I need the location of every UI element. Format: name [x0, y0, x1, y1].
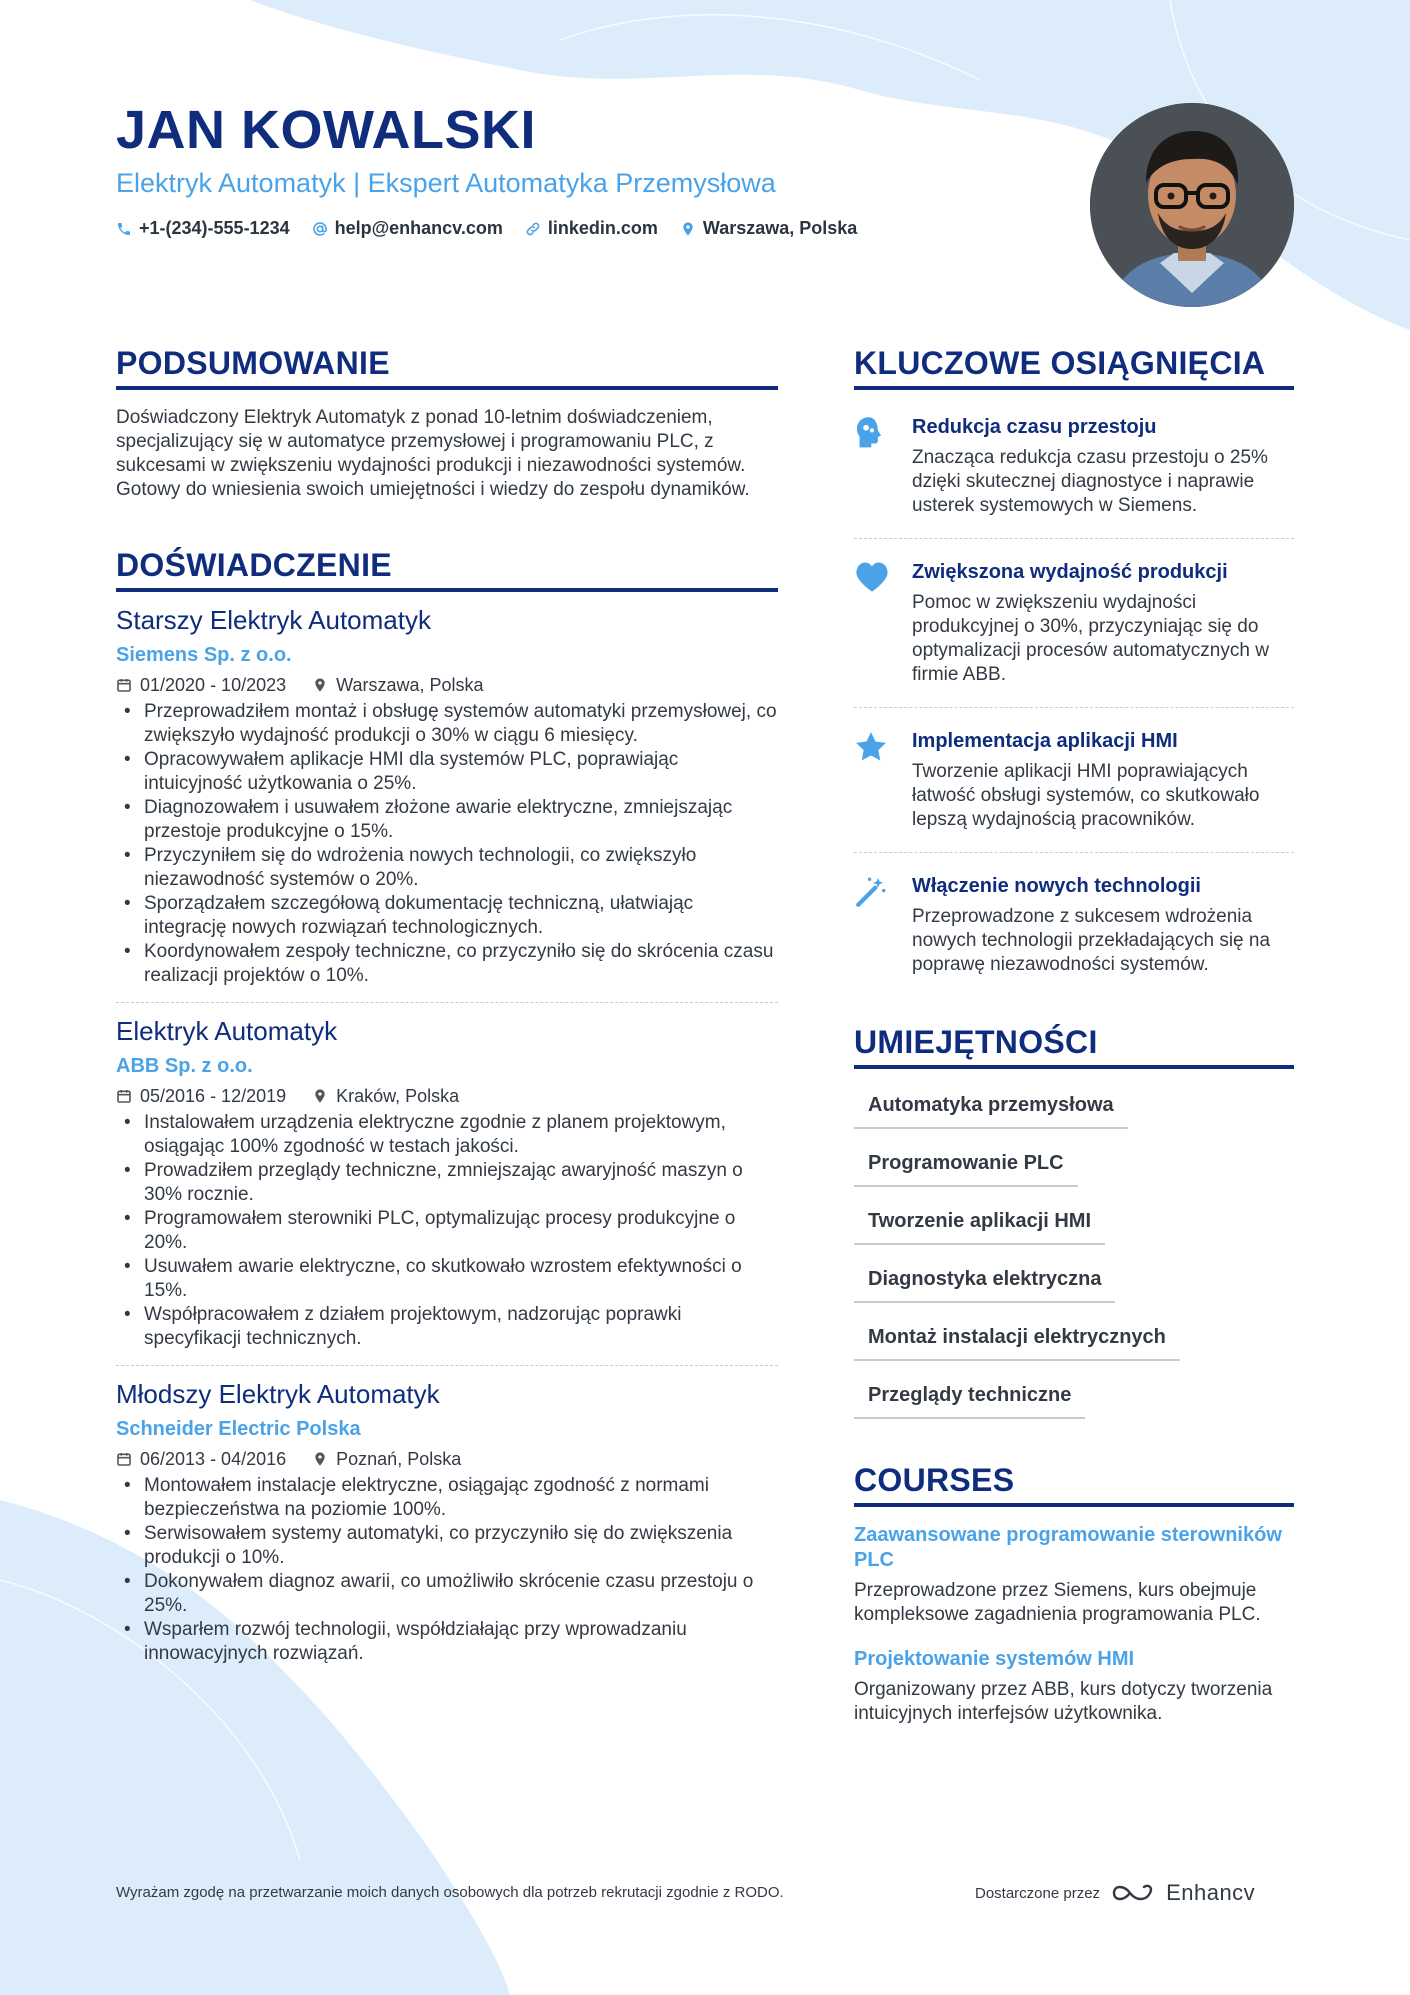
- achievement-title: Zwiększona wydajność produkcji: [912, 561, 1228, 583]
- job-entry: [116, 592, 778, 1003]
- powered-by[interactable]: [975, 1880, 1255, 1906]
- contact-phone[interactable]: [116, 218, 290, 239]
- enhancv-logo-icon: [1110, 1881, 1156, 1905]
- bullet-item: • Współpracowałem z działem projektowym, nadzorując poprawki specyfikacji technicznych.: [116, 1303, 778, 1351]
- job-meta: [116, 1448, 778, 1470]
- skills-title: UMIEJĘTNOŚCI: [854, 1023, 1294, 1069]
- magic-wand-icon: [854, 875, 888, 909]
- job-title: Młodszy Elektryk Automatyk: [116, 1379, 440, 1409]
- job-title: Elektryk Automatyk: [116, 1016, 338, 1046]
- bullet-item: • Przeprowadziłem montaż i obsługę systemów automatyki przemysłowej, co zwiększyło wydajność produkcji o 30% w ciągu 6 miesięcy.: [116, 700, 778, 748]
- bullet-item: • Wsparłem rozwój technologii, współdziałając przy wprowadzaniu innowacyjnych rozwiązań.: [116, 1618, 778, 1666]
- job-meta: [116, 674, 778, 696]
- phone-text: +1-(234)-555-1234: [139, 218, 290, 238]
- experience-title: DOŚWIADCZENIE: [116, 546, 778, 592]
- job-bullets: [116, 1474, 778, 1666]
- job-location: Kraków, Polska: [336, 1086, 460, 1106]
- contact-bar: [116, 218, 857, 239]
- right-column: [854, 344, 1294, 1726]
- job-location: Poznań, Polska: [336, 1449, 462, 1469]
- bullet-item: • Serwisowałem systemy automatyki, co przyczyniło się do zwiększenia produkcji o 10%.: [116, 1522, 778, 1570]
- skill-tag: Tworzenie aplikacji HMI: [854, 1199, 1105, 1245]
- course-item: [854, 1523, 1294, 1627]
- bullet-item: • Diagnozowałem i usuwałem złożone awarie elektryczne, zmniejszając przestoje produkcyjne o 15%.: [116, 796, 778, 844]
- course-title: Zaawansowane programowanie sterowników PLC: [854, 1524, 1282, 1571]
- skill-tag: Przeglądy techniczne: [854, 1373, 1085, 1419]
- linkedin-text: linkedin.com: [547, 218, 658, 238]
- skill-tag: Diagnostyka elektryczna: [854, 1257, 1115, 1303]
- job-title: Starszy Elektryk Automatyk: [116, 605, 431, 635]
- bullet-item: • Programowałem sterowniki PLC, optymalizując procesy produkcyjne o 20%.: [116, 1207, 778, 1255]
- achievement-desc: Tworzenie aplikacji HMI poprawiających łatwość obsługi systemów, co skutkowało lepszą wydajnością pracowników.: [912, 761, 1260, 830]
- contact-email[interactable]: [312, 218, 503, 239]
- bullet-item: • Koordynowałem zespoły techniczne, co przyczyniło się do skrócenia czasu realizacji projektów o 10%.: [116, 940, 778, 988]
- achievement-title: Włączenie nowych technologii: [912, 875, 1201, 897]
- company-name: ABB Sp. z o.o.: [116, 1055, 253, 1077]
- skill-list: [854, 1083, 1294, 1431]
- course-item: [854, 1647, 1294, 1726]
- bullet-item: • Dokonywałem diagnoz awarii, co umożliwiło skrócenie czasu przestoju o 25%.: [116, 1570, 778, 1618]
- course-desc: Organizowany przez ABB, kurs dotyczy tworzenia intuicyjnych interfejsów użytkownika.: [854, 1679, 1273, 1724]
- achievement-desc: Znacząca redukcja czasu przestoju o 25% dzięki skutecznej diagnostyce i naprawie usterek systemowych w Siemens.: [912, 447, 1268, 516]
- company-name: Schneider Electric Polska: [116, 1418, 361, 1440]
- profile-photo: [1090, 103, 1294, 307]
- calendar-icon: [116, 1088, 132, 1104]
- achievement-item: [854, 708, 1294, 853]
- achievement-item: [854, 394, 1294, 539]
- course-title: Projektowanie systemów HMI: [854, 1648, 1135, 1670]
- bullet-item: • Instalowałem urządzenia elektryczne zgodnie z planem projektowym, osiągając 100% zgodność w testach jakości.: [116, 1111, 778, 1159]
- course-desc: Przeprowadzone przez Siemens, kurs obejmuje kompleksowe zagadnienia programowania PLC.: [854, 1580, 1261, 1625]
- skill-tag: Programowanie PLC: [854, 1141, 1078, 1187]
- bullet-item: • Prowadziłem przeglądy techniczne, zmniejszając awaryjność maszyn o 30% rocznie.: [116, 1159, 778, 1207]
- bullet-item: • Sporządzałem szczegółową dokumentację techniczną, ułatwiając integrację nowych rozwiązań technologicznych.: [116, 892, 778, 940]
- achievement-desc: Pomoc w zwiększeniu wydajności produkcyjnej o 30%, przyczyniając się do optymalizacji procesów automatycznych w firmie ABB.: [912, 592, 1269, 685]
- powered-by-label: Dostarczone przez: [975, 1884, 1101, 1902]
- achievement-item: [854, 539, 1294, 708]
- experience-section: [116, 546, 778, 1680]
- bullet-item: • Opracowywałem aplikacje HMI dla systemów PLC, poprawiając intuicyjność użytkowania o 25%.: [116, 748, 778, 796]
- skill-tag: Automatyka przemysłowa: [854, 1083, 1128, 1129]
- location-text: Warszawa, Polska: [702, 218, 858, 238]
- phone-icon: [116, 221, 132, 237]
- location-pin-icon: [312, 1451, 328, 1467]
- left-column: [116, 344, 778, 1680]
- company-name: Siemens Sp. z o.o.: [116, 644, 292, 666]
- job-dates: 06/2013 - 04/2016: [140, 1449, 287, 1469]
- job-location: Warszawa, Polska: [336, 675, 484, 695]
- job-dates: 05/2016 - 12/2019: [140, 1086, 287, 1106]
- job-meta: [116, 1085, 778, 1107]
- candidate-headline: Elektryk Automatyk | Ekspert Automatyka Przemysłowa: [116, 168, 776, 198]
- location-pin-icon: [312, 1088, 328, 1104]
- gdpr-consent: Wyrażam zgodę na przetwarzanie moich danych osobowych dla potrzeb rekrutacji zgodnie z RODO.: [116, 1884, 784, 1901]
- calendar-icon: [116, 1451, 132, 1467]
- courses-title: COURSES: [854, 1461, 1294, 1507]
- job-entry: [116, 1003, 778, 1366]
- location-pin-icon: [680, 221, 696, 237]
- courses-section: [854, 1461, 1294, 1726]
- bullet-item: • Montowałem instalacje elektryczne, osiągając zgodność z normami bezpieczeństwa na poziomie 100%.: [116, 1474, 778, 1522]
- link-icon: [525, 221, 541, 237]
- location-pin-icon: [312, 677, 328, 693]
- achievement-desc: Przeprowadzone z sukcesem wdrożenia nowych technologii przekładających się na poprawę niezawodności systemów.: [912, 906, 1271, 975]
- contact-linkedin[interactable]: [525, 218, 658, 239]
- contact-location: [680, 218, 857, 239]
- calendar-icon: [116, 677, 132, 693]
- job-bullets: [116, 700, 778, 988]
- achievements-title: KLUCZOWE OSIĄGNIĘCIA: [854, 344, 1294, 390]
- job-entry: [116, 1366, 778, 1680]
- job-bullets: [116, 1111, 778, 1351]
- heart-icon: [854, 561, 890, 593]
- skills-section: [854, 1023, 1294, 1431]
- job-list: [116, 592, 778, 1680]
- achievement-item: [854, 853, 1294, 997]
- bullet-item: • Usuwałem awarie elektryczne, co skutkowało wzrostem efektywności o 15%.: [116, 1255, 778, 1303]
- candidate-name: JAN KOWALSKI: [116, 100, 537, 160]
- job-dates: 01/2020 - 10/2023: [140, 675, 287, 695]
- summary-title: PODSUMOWANIE: [116, 344, 778, 390]
- achievement-list: [854, 394, 1294, 997]
- star-icon: [854, 730, 888, 764]
- skill-tag: Montaż instalacji elektrycznych: [854, 1315, 1180, 1361]
- summary-text: Doświadczony Elektryk Automatyk z ponad 10-letnim doświadczeniem, specjalizujący się w automatyce przemysłowej i programowaniu PLC, z sukcesami w zwiększeniu wydajności produkcji i niezawodności systemów. Gotowy do wniesienia swoich umiejętności i wiedzy do zespołu dynamików.: [116, 407, 750, 500]
- email-text: help@enhancv.com: [334, 218, 503, 238]
- brand-name: Enhancv: [1166, 1880, 1256, 1905]
- achievement-title: Implementacja aplikacji HMI: [912, 730, 1178, 752]
- head-brain-icon: [854, 416, 886, 450]
- at-icon: [312, 221, 328, 237]
- achievement-title: Redukcja czasu przestoju: [912, 416, 1157, 438]
- bullet-item: • Przyczyniłem się do wdrożenia nowych technologii, co zwiększyło niezawodność systemów o 20%.: [116, 844, 778, 892]
